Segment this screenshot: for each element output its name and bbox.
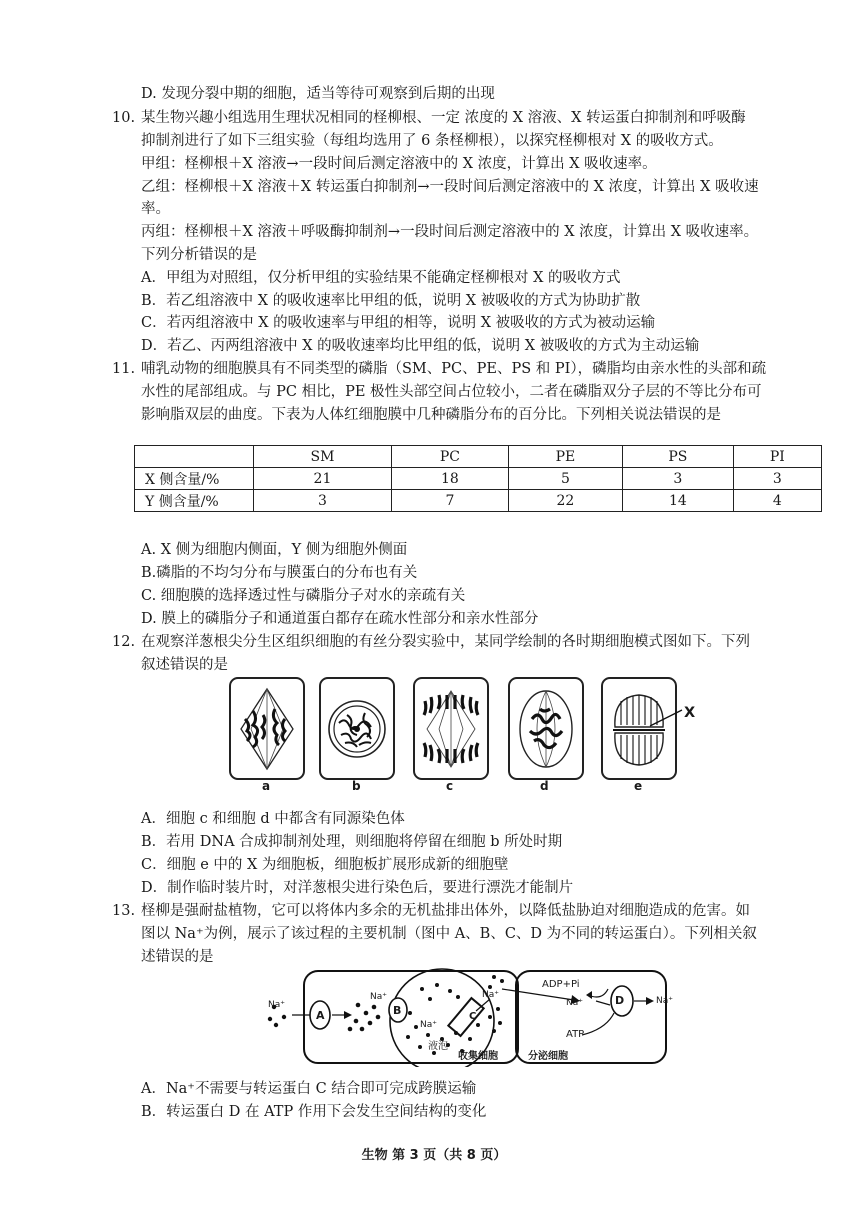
na-ion-excreted-label: Na⁺ bbox=[656, 996, 673, 1006]
mitosis-cell-d bbox=[508, 677, 584, 780]
q10-option-a: A．甲组为对照组，仅分析甲组的实验结果不能确定柽柳根对 X 的吸收方式 bbox=[141, 270, 621, 286]
cell-label-e: e bbox=[634, 779, 643, 793]
cell-label-d: d bbox=[540, 779, 549, 793]
table-cell: 22 bbox=[508, 490, 622, 512]
page-footer: 生物 第 3 页（共 8 页） bbox=[361, 1148, 507, 1163]
q11-stem-line: 水性的尾部组成。与 PC 相比，PE 极性头部空间占位较小，二者在磷脂双分子层的不等比分布可 bbox=[141, 384, 762, 400]
table-cell: 3 bbox=[623, 468, 734, 490]
q9-option-d: D. 发现分裂中期的细胞，适当等待可观察到后期的出现 bbox=[141, 86, 495, 102]
na-ion-outside-label: Na⁺ bbox=[268, 1000, 285, 1010]
q10-stem-line: 下列分析错误的是 bbox=[141, 247, 257, 263]
q11-option-a: A. X 侧为细胞内侧面，Y 侧为细胞外侧面 bbox=[141, 542, 408, 558]
table-cell: 4 bbox=[733, 490, 821, 512]
q13-stem-line: 述错误的是 bbox=[141, 949, 214, 965]
q10-stem-line: 甲组：柽柳根＋X 溶液→一段时间后测定溶液中的 X 浓度，计算出 X 吸收速率。 bbox=[141, 156, 657, 172]
q12-option-d: D．制作临时装片时，对洋葱根尖进行染色后，要进行漂洗才能制片 bbox=[141, 880, 574, 896]
cell-label-c: c bbox=[446, 779, 454, 793]
q12-number: 12. bbox=[112, 634, 136, 650]
table-header-cell: PI bbox=[733, 446, 821, 468]
phospholipid-table bbox=[134, 445, 822, 512]
table-header-cell: PC bbox=[391, 446, 508, 468]
mitosis-cell-c bbox=[413, 677, 489, 780]
atp-label: ATP bbox=[566, 1029, 585, 1040]
table-header-cell: SM bbox=[254, 446, 392, 468]
q10-number: 10. bbox=[112, 110, 136, 126]
mitosis-cell-a bbox=[229, 677, 305, 780]
q13-stem-line: 柽柳是强耐盐植物，它可以将体内多余的无机盐排出体外，以降低盐胁迫对细胞造成的危害。如 bbox=[141, 903, 750, 919]
protein-d-label: D bbox=[615, 994, 625, 1007]
table-cell: 7 bbox=[391, 490, 508, 512]
protein-a-label: A bbox=[316, 1009, 325, 1022]
table-cell: 21 bbox=[254, 468, 392, 490]
salt-gland-diagram bbox=[262, 967, 702, 1067]
table-cell: X 侧含量/% bbox=[135, 468, 254, 490]
na-ion-cytoplasm-label: Na⁺ bbox=[370, 992, 387, 1002]
q10-option-d: D．若乙、丙两组溶液中 X 的吸收速率均比甲组的低，说明 X 被吸收的方式为主动运输 bbox=[141, 338, 700, 354]
q10-option-b: B．若乙组溶液中 X 的吸收速率比甲组的低，说明 X 被吸收的方式为协助扩散 bbox=[141, 293, 641, 309]
table-row bbox=[135, 490, 822, 512]
cell-label-a: a bbox=[262, 779, 271, 793]
q10-stem-line: 率。 bbox=[141, 201, 170, 217]
table-cell: 3 bbox=[733, 468, 821, 490]
q12-stem-line: 叙述错误的是 bbox=[141, 657, 228, 673]
table-cell: 5 bbox=[508, 468, 622, 490]
adp-pi-label: ADP+Pi bbox=[542, 979, 580, 990]
q11-number: 11. bbox=[112, 361, 136, 377]
q10-option-c: C．若丙组溶液中 X 的吸收速率与甲组的相等，说明 X 被吸收的方式为被动运输 bbox=[141, 315, 656, 331]
protein-c-label: C bbox=[469, 1011, 477, 1022]
q13-stem-line: 图以 Na⁺为例，展示了该过程的主要机制（图中 A、B、C、D 为不同的转运蛋白）。下列相关叙 bbox=[141, 926, 757, 942]
table-row bbox=[135, 468, 822, 490]
q11-stem-line: 影响脂双层的曲度。下表为人体红细胞膜中几种磷脂分布的百分比。下列相关说法错误的是 bbox=[141, 407, 721, 423]
table-header-cell: PE bbox=[508, 446, 622, 468]
q13-option-a: A．Na⁺不需要与转运蛋白 C 结合即可完成跨膜运输 bbox=[141, 1081, 477, 1097]
q10-stem-line: 抑制剂进行了如下三组实验（每组均选用了 6 条柽柳根），以探究柽柳根对 X 的吸收方式。 bbox=[141, 133, 723, 149]
q11-option-b: B.磷脂的不均匀分布与膜蛋白的分布也有关 bbox=[141, 565, 418, 581]
table-header-row bbox=[135, 446, 822, 468]
table-cell: 14 bbox=[623, 490, 734, 512]
q13-number: 13. bbox=[112, 903, 136, 919]
q10-stem-line: 丙组：柽柳根＋X 溶液＋呼吸酶抑制剂→一段时间后测定溶液中的 X 浓度，计算出 X 吸收速率。 bbox=[141, 224, 759, 240]
q10-stem-line: 乙组：柽柳根＋X 溶液＋X 转运蛋白抑制剂→一段时间后测定溶液中的 X 浓度，计算出 X 吸收速 bbox=[141, 179, 759, 195]
table-header-cell bbox=[135, 446, 254, 468]
q11-option-c: C. 细胞膜的选择透过性与磷脂分子对水的亲疏有关 bbox=[141, 588, 466, 604]
q12-option-b: B．若用 DNA 合成抑制剂处理，则细胞将停留在细胞 b 所处时期 bbox=[141, 834, 563, 850]
q11-option-d: D. 膜上的磷脂分子和通道蛋白都存在疏水性部分和亲水性部分 bbox=[141, 611, 539, 627]
table-cell: 18 bbox=[391, 468, 508, 490]
q12-option-a: A．细胞 c 和细胞 d 中都含有同源染色体 bbox=[141, 811, 405, 827]
na-ion-vacuole-label: Na⁺ bbox=[420, 1020, 437, 1030]
protein-b-label: B bbox=[393, 1004, 402, 1017]
secretory-cell-label: 分泌细胞 bbox=[528, 1051, 568, 1062]
vacuole-label: 液泡 bbox=[428, 1041, 448, 1052]
q12-option-c: C．细胞 e 中的 X 为细胞板，细胞板扩展形成新的细胞壁 bbox=[141, 857, 509, 873]
na-ion-secretory-label: Na⁺ bbox=[566, 998, 583, 1008]
table-header-cell: PS bbox=[623, 446, 734, 468]
mitosis-cell-b bbox=[319, 677, 395, 780]
cell-label-b: b bbox=[352, 779, 361, 793]
q12-stem-line: 在观察洋葱根尖分生区组织细胞的有丝分裂实验中，某同学绘制的各时期细胞模式图如下。下列 bbox=[141, 634, 750, 650]
table-cell: 3 bbox=[254, 490, 392, 512]
q10-stem-line: 某生物兴趣小组选用生理状况相同的柽柳根、一定 浓度的 X 溶液、X 转运蛋白抑制剂和呼吸酶 bbox=[141, 110, 746, 126]
table-cell: Y 侧含量/% bbox=[135, 490, 254, 512]
na-ion-efflux-label: Na⁺ bbox=[482, 990, 499, 1000]
cell-plate-marker: X bbox=[684, 705, 696, 721]
q11-stem-line: 哺乳动物的细胞膜具有不同类型的磷脂（SM、PC、PE、PS 和 PI），磷脂均由亲水性的头部和疏 bbox=[141, 361, 767, 377]
q13-option-b: B．转运蛋白 D 在 ATP 作用下会发生空间结构的变化 bbox=[141, 1104, 487, 1120]
collecting-cell-label: 收集细胞 bbox=[458, 1051, 498, 1062]
